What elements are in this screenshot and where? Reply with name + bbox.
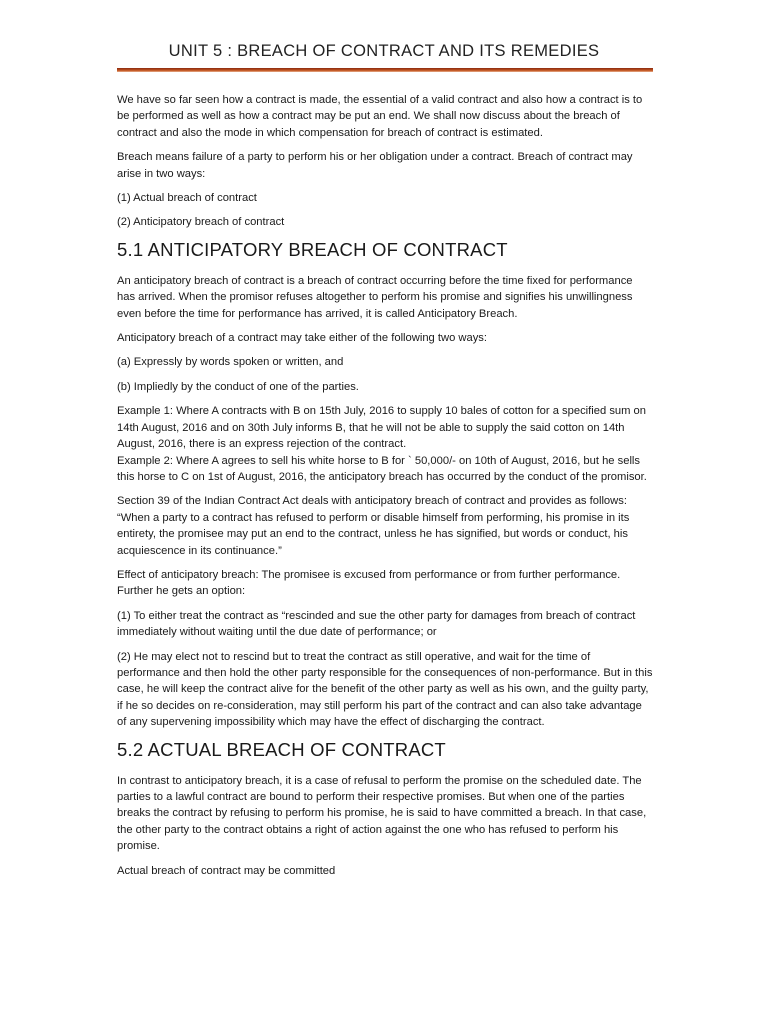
option-2-paragraph: (2) He may elect not to rescind but to treat the contract as still operative, and wait for the time of performance and then hold the other party responsible for the consequences of non-performance. But in this case, he will keep the contract alive for the benefit of the other party as well as his own, and the guilty party, if he so decides on re-consideration, may still perform his part of the contract and can also take advantage of any supervening impossibility which may have the effect of discharging the contract. bbox=[117, 650, 653, 729]
option-1-paragraph: (1) To either treat the contract as “rescinded and sue the other party for damages from breach of contract immediately without waiting until the due date of performance; or bbox=[117, 609, 636, 639]
effect-paragraph: Effect of anticipatory breach: The promisee is excused from performance or from further performance. Further he gets an option: bbox=[117, 568, 621, 598]
section-heading-5-2: 5.2 ACTUAL BREACH OF CONTRACT bbox=[117, 738, 446, 760]
intro-paragraph: We have so far seen how a contract is made, the essential of a valid contract and also how a contract is to be performed as well as how a contract may be put an end. We shall now discuss about the breach of contract and also the mode in which compensation for breach of contract is estimated. bbox=[117, 94, 643, 139]
breach-definition-paragraph: Breach means failure of a party to perform his or her obligation under a contract. Breach of contract may arise in two ways: bbox=[117, 151, 633, 180]
anticipatory-ways-paragraph: Anticipatory breach of a contract may take either of the following two ways: bbox=[117, 332, 487, 345]
page-title: UNIT 5 : BREACH OF CONTRACT AND ITS REMEDIES bbox=[168, 42, 600, 60]
actual-breach-committed-paragraph: Actual breach of contract may be committed bbox=[117, 864, 336, 877]
example-2-paragraph: Example 2: Where A agrees to sell his white horse to B for ` 50,000/- on 10th of August, 2016, but he sells this horse to C on 1st of August, 2016, the anticipatory breach has occurred by the conduct of the promisor. bbox=[117, 454, 647, 483]
section-39-paragraph: Section 39 of the Indian Contract Act deals with anticipatory breach of contract and provides as follows: “When a party to a contract has refused to perform or disable himself from performing, his promise in its entirety, the promisee may put an end to the contract, unless he has signified, but words or conduct, his acquiescence in its continuance.” bbox=[117, 495, 630, 557]
list-item-anticipatory-breach: (2) Anticipatory breach of contract bbox=[117, 216, 285, 229]
actual-breach-paragraph: In contrast to anticipatory breach, it is a case of refusal to perform the promise on the scheduled date. The parties to a lawful contract are bound to perform their respective promises. But when one of the parties breaks the contract by refusing to perform his promise, he is said to have committed a breach. In that case, the other party to the contract obtains a right of action against the one who has refused to perform his promise. bbox=[117, 774, 647, 853]
anticipatory-definition-paragraph: An anticipatory breach of contract is a breach of contract occurring before the time fixed for performance has arrived. When the promisor refuses altogether to perform his promise and signifies his unwillingness even before the time for performance has arrived, it is called Anticipatory Breach. bbox=[117, 274, 633, 320]
example-1-paragraph: Example 1: Where A contracts with B on 15th July, 2016 to supply 10 bales of cotton for a specified sum on 14th August, 2016 and on 30th July informs B, that he will not be able to supply the said cotton on 14th August, 2016, there is an express rejection of the contract. bbox=[117, 405, 647, 451]
section-heading-5-1: 5.1 ANTICIPATORY BREACH OF CONTRACT bbox=[117, 238, 508, 260]
title-divider bbox=[117, 68, 653, 72]
document-body bbox=[117, 92, 653, 887]
list-item-actual-breach: (1) Actual breach of contract bbox=[117, 192, 257, 205]
list-item-expressly: (a) Expressly by words spoken or written, and bbox=[117, 356, 344, 369]
list-item-impliedly: (b) Impliedly by the conduct of one of the parties. bbox=[117, 380, 359, 393]
